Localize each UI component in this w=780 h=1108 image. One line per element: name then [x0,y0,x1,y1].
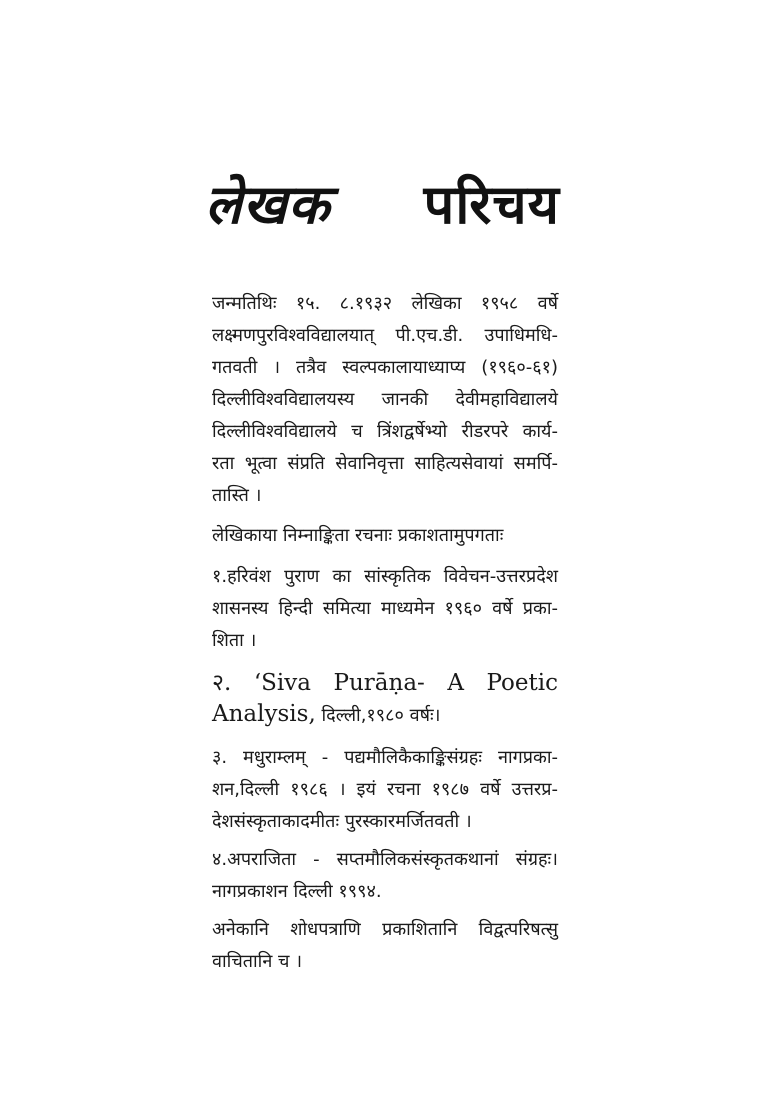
title-word-lekhak: लेखक [205,173,331,236]
work-line: देशसंस्कृताकादमीतः पुरस्कारमर्जितवती । [212,811,472,832]
work-line [212,702,558,728]
page-title [205,165,560,239]
work-line: ४.अपराजिता - सप्तमौलिकसंस्कृतकथानां संग्रहः। [212,849,558,870]
bio-line: दिल्लीविश्वविद्यालये च त्रिंशद्वर्षेभ्यो रीडरपरे कार्य- [212,421,558,442]
work-line: २. ‘Siva Purāṇa- A Poetic [212,670,558,696]
work-line: १.हरिवंश पुराण का सांस्कृतिक विवेचन-उत्तरप्रदेश [212,566,558,587]
title-word-parichay: परिचय [423,173,560,236]
work-line: शन,दिल्ली १९८६ । इयं रचना १९८७ वर्षे उत्तरप्र- [212,779,558,800]
bio-line: लक्ष्मणपुरविश्वविद्यालयात् पी.एच.डी. उपाधिमधि- [212,325,558,346]
work-line: ३. मधुराम्लम् - पद्यमौलिकैकाङ्किसंग्रहः नागप्रका- [212,747,558,768]
bio-line: जन्मतिथिः १५. ८.१९३२ लेखिका १९५८ वर्षे [212,293,558,314]
works-heading: लेखिकाया निम्नाङ्किता रचनाः प्रकाशतामुपगताः [212,525,504,546]
work-line: शिता । [212,630,257,651]
bio-line: तास्ति । [212,485,262,506]
bio-line: गतवती । तत्रैव स्वल्पकालायाध्याप्य (१९६०-६१) [212,357,558,378]
bio-line: रता भूत्वा संप्रति सेवानिवृत्ता साहित्यसेवायां समर्पि- [212,453,558,474]
work-publication: दिल्ली,१९८० वर्षः। [321,705,441,726]
work-title-latin: Analysis, [212,701,316,727]
work-line: शासनस्य हिन्दी समित्या माध्यमेन १९६० वर्षे प्रका- [212,598,558,619]
work-line: नागप्रकाशन दिल्ली १९९४. [212,881,382,902]
bio-line: दिल्लीविश्वविद्यालयस्य जानकी देवीमहाविद्यालये [212,389,558,410]
closing-line: वाचितानि च । [212,951,303,972]
closing-line: अनेकानि शोधपत्राणि प्रकाशितानि विद्वत्परिषत्सु [212,919,558,940]
